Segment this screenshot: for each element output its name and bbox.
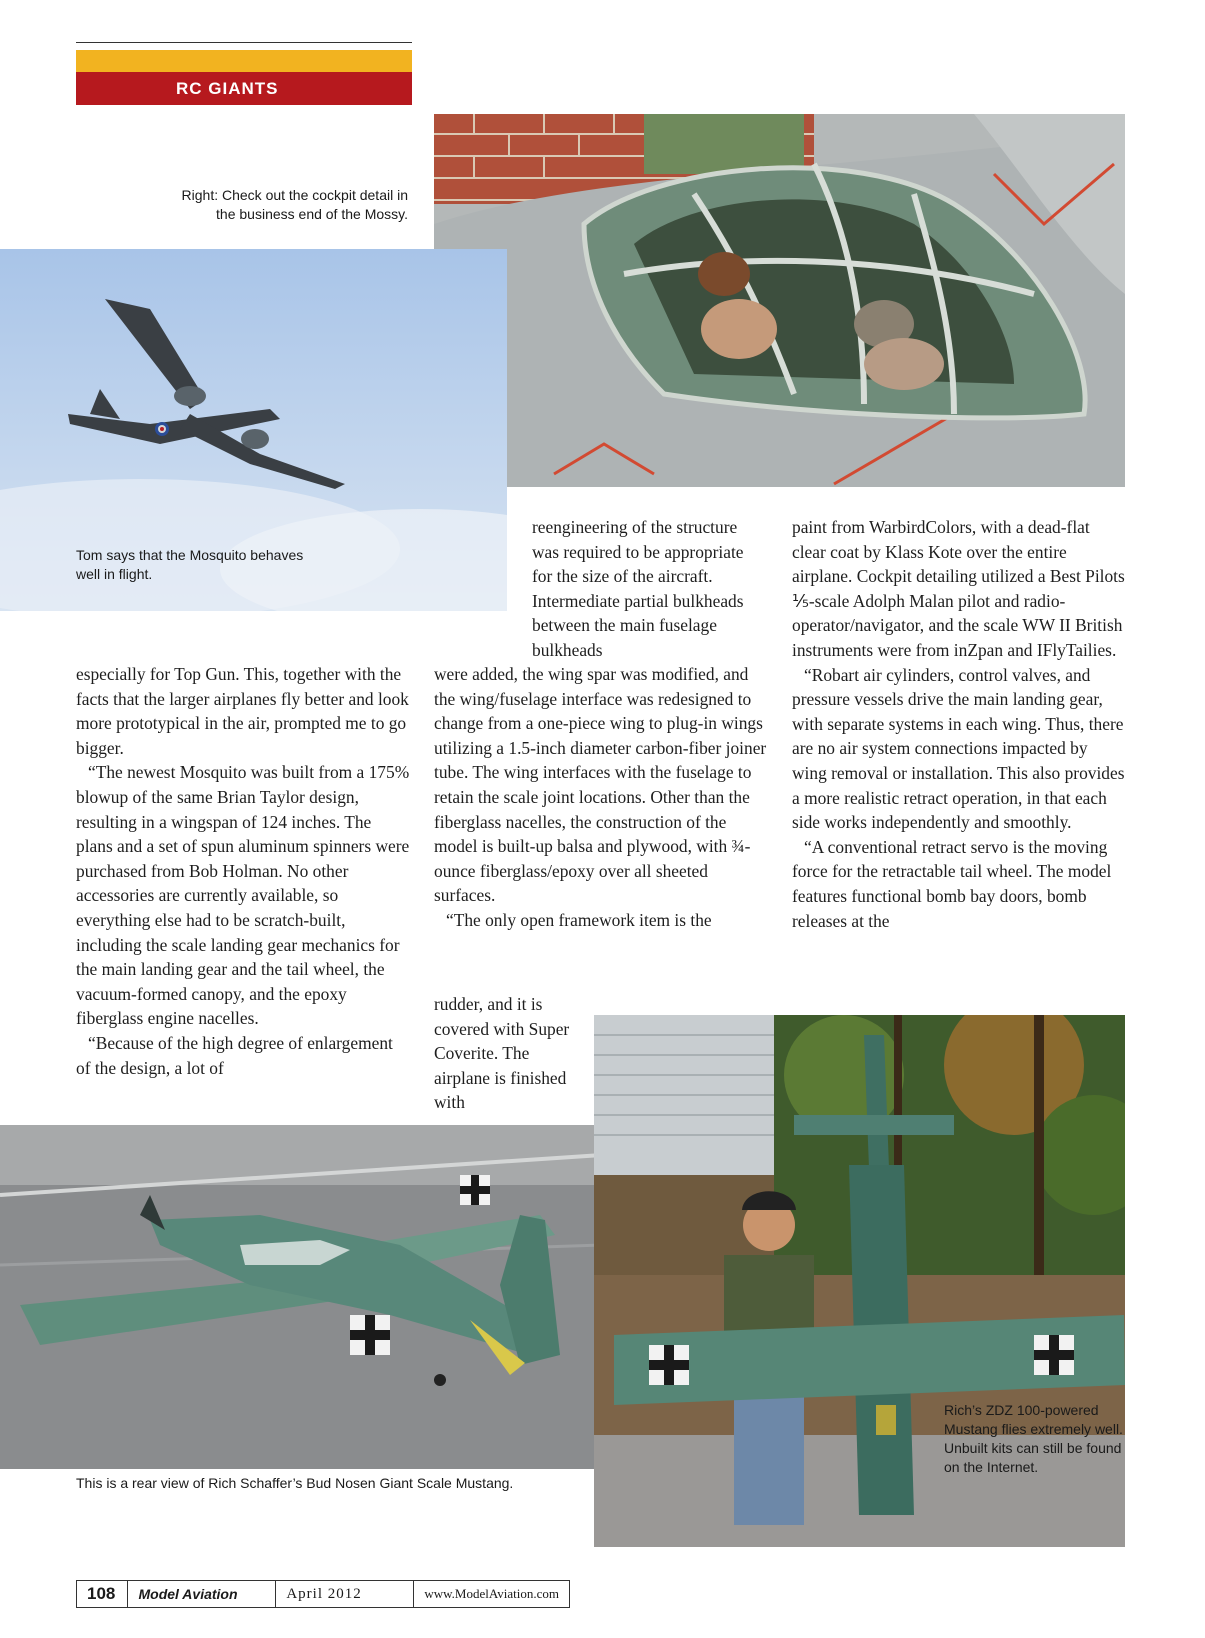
page-number: 108 <box>77 1581 128 1607</box>
cockpit-photo <box>434 114 1125 487</box>
col1-paragraph-1: especially for Top Gun. This, together with the facts that the larger airplanes fly better and look more prototypical in the air, prompted me to go bigger. <box>76 664 409 758</box>
col3-paragraph-1: paint from WarbirdColors, with a dead-flat clear coat by Klass Kote over the entire airplane. Cockpit detailing utilized a Best Pilots ⅕-scale Adolph Malan pilot and radio-operator/navigator, and the scale WW II British instruments were from inZpan and IFlyTailies. <box>792 517 1125 660</box>
mustang-rear-photo <box>0 1125 602 1469</box>
article-col2-bottom <box>434 992 576 1115</box>
article-col2-mid <box>434 662 768 933</box>
col2-top-paragraph: reengineering of the structure was required to be appropriate for the size of the aircraft. Intermediate partial bulkheads between the main fuselage bulkheads <box>532 517 744 660</box>
magazine-name: Model Aviation <box>128 1581 276 1607</box>
header-rule <box>76 42 412 43</box>
mustang-rear-caption: This is a rear view of Rich Schaffer’s Bud Nosen Giant Scale Mustang. <box>76 1475 514 1491</box>
col2-mid-paragraph-2: “The only open framework item is the <box>446 909 712 930</box>
website-url: www.ModelAviation.com <box>424 1586 559 1601</box>
rich-mustang-caption: Rich’s ZDZ 100-powered Mustang flies extremely well. Unbuilt kits can still be found on the Internet. <box>944 1402 1123 1475</box>
article-col1 <box>76 662 410 1080</box>
section-label: RC GIANTS <box>176 79 279 98</box>
cockpit-caption: Right: Check out the cockpit detail in the business end of the Mossy. <box>181 187 408 222</box>
issue-date: April 2012 <box>276 1581 414 1607</box>
col3-paragraph-3: “A conventional retract servo is the moving force for the retractable tail wheel. The model features functional bomb bay doors, bomb releases at the <box>792 836 1112 931</box>
header-band-yellow <box>76 50 412 72</box>
col1-paragraph-3: “Because of the high degree of enlargement of the design, a lot of <box>76 1032 393 1078</box>
col2-bottom-paragraph: rudder, and it is covered with Super Coverite. The airplane is finished with <box>434 994 570 1113</box>
article-col2-top <box>532 515 752 663</box>
mosquito-flight-caption: Tom says that the Mosquito behaves well in flight. <box>76 547 304 582</box>
col1-paragraph-2: “The newest Mosquito was built from a 175% blowup of the same Brian Taylor design, resulting in a wingspan of 124 inches. The plans and a set of spun aluminum spinners were purchased from Bob Holman. No other accessories are currently available, so everything else had to be scratch-built, including the scale landing gear mechanics for the main landing gear and the tail wheel, the vacuum-formed canopy, and the epoxy fiberglass engine nacelles. <box>76 762 410 1029</box>
article-col3 <box>792 515 1126 933</box>
page-footer <box>76 1580 570 1608</box>
col2-mid-paragraph-1: were added, the wing spar was modified, and the wing/fuselage interface was redesigned to change from a one-piece wing to plug-in wings utilizing a 1.5-inch diameter carbon-fiber joiner tube. The wing interfaces with the fuselage to retain the scale joint locations. Other than the fiberglass nacelles, the construction of the model is built-up balsa and plywood, with ¾-ounce fiberglass/epoxy over all sheeted surfaces. <box>434 664 767 906</box>
col3-paragraph-2: “Robart air cylinders, control valves, and pressure vessels drive the main landing gear, with separate systems in each wing. Thus, there are no air system connections impacted by wing removal or installation. This also provides a more realistic retract operation, in that each side works independently and smoothly. <box>792 664 1125 833</box>
